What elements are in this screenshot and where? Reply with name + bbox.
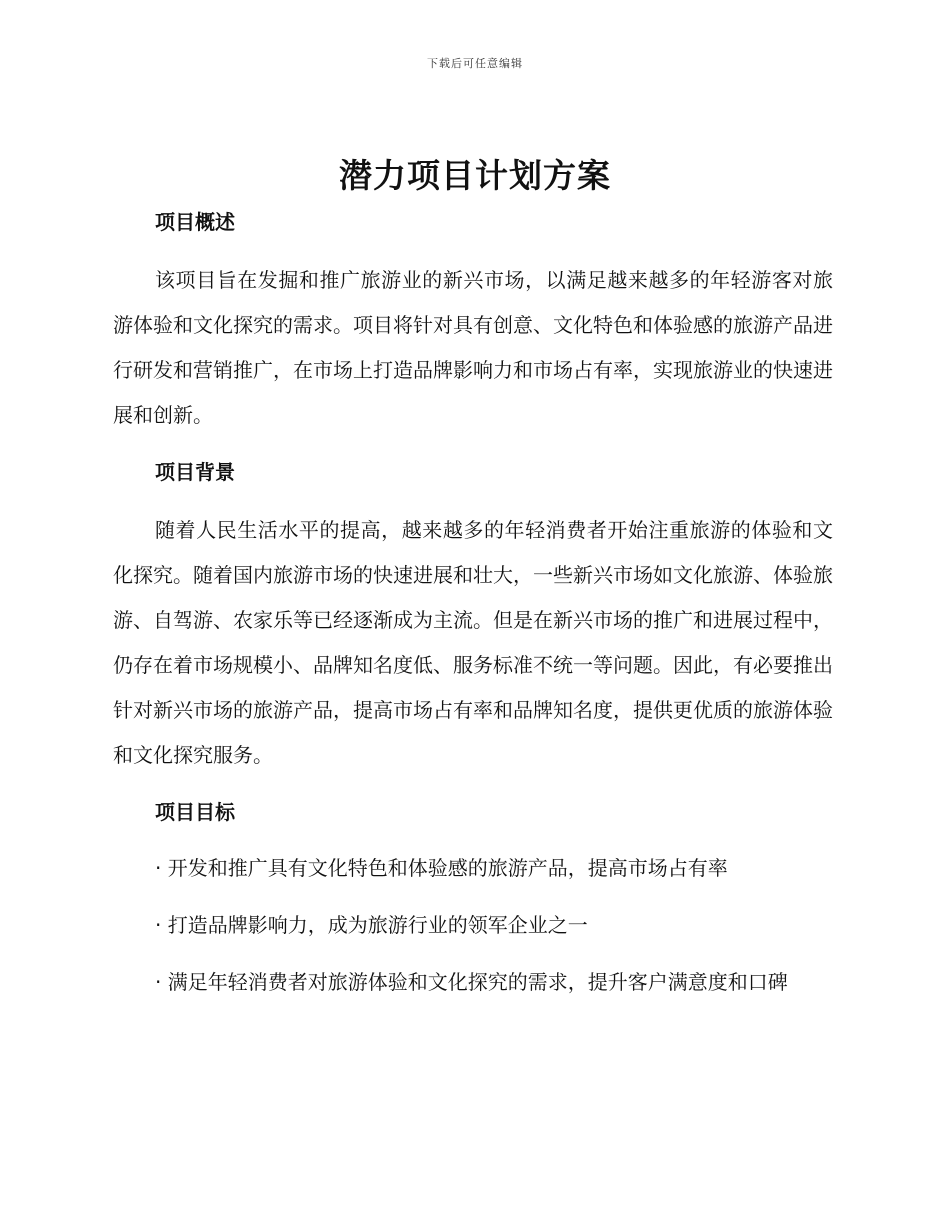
document-title: 潜力项目计划方案 [339,156,611,195]
paragraph-overview: 该项目旨在发掘和推广旅游业的新兴市场，以满足越来越多的年轻游客对旅游体验和文化探究的需求。项目将针对具有创意、文化特色和体验感的旅游产品进行研发和营销推广，在市场上打造品牌影响力和市场占有率，实现旅游业的快速进展和创新。 [113,268,833,427]
paragraph-background: 随着人民生活水平的提高，越来越多的年轻消费者开始注重旅游的体验和文化探究。随着国内旅游市场的快速进展和壮大，一些新兴市场如文化旅游、体验旅游、自驾游、农家乐等已经逐渐成为主流。但是在新兴市场的推广和进展过程中，仍存在着市场规模小、品牌知名度低、服务标准不统一等问题。因此，有必要推出针对新兴市场的旅游产品，提高市场占有率和品牌知名度，提供更优质的旅游体验和文化探究服务。 [113,518,833,767]
document-body [113,200,833,1005]
header-note: 下载后可任意编辑 [427,57,523,70]
section-heading-overview: 项目概述 [155,210,235,234]
goal-item: · 满足年轻消费者对旅游体验和文化探究的需求，提升客户满意度和口碑 [155,970,788,994]
section-heading-goals: 项目目标 [155,800,235,824]
section-heading-background: 项目背景 [155,460,235,484]
goal-item: · 打造品牌影响力，成为旅游行业的领军企业之一 [155,913,588,937]
goal-item: · 开发和推广具有文化特色和体验感的旅游产品，提高市场占有率 [155,856,728,880]
